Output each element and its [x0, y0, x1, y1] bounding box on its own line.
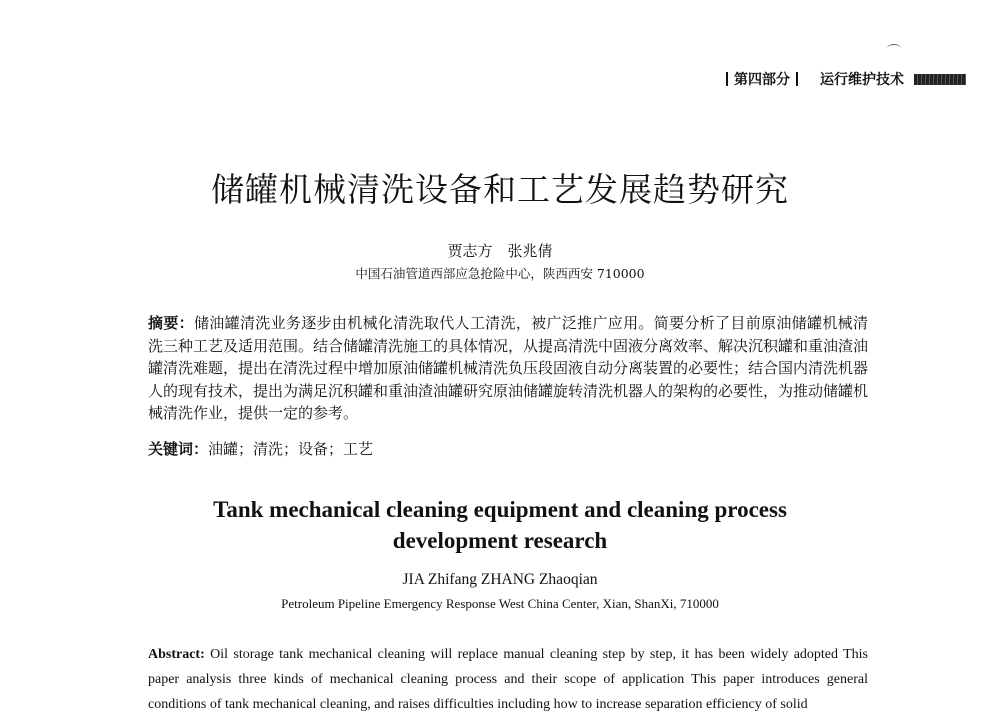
title-en [0, 494, 1000, 556]
header-decoration-bar [914, 74, 966, 85]
header-section: 运行维护技术 [820, 72, 904, 88]
abstract-en-label: Abstract: [148, 647, 205, 662]
abstract-cn [148, 312, 868, 425]
header-part: 第四部分 [734, 72, 790, 88]
header-divider-right [796, 72, 798, 86]
abstract-en-text: Oil storage tank mechanical cleaning will replace manual cleaning step by step, it has been widely adopted This paper analysis three kinds of mechanical cleaning process and their scope of application This paper introduces general conditions of tank mechanical cleaning, and raises difficulties including how to increase separation efficiency of solid [148, 647, 868, 712]
title-en-line2: development research [392, 528, 608, 553]
abstract-en [148, 642, 868, 717]
title-en-line1: Tank mechanical cleaning equipment and cleaning process [213, 497, 787, 522]
keywords-cn-label: 关键词： [148, 440, 209, 458]
scan-corner-mark [887, 44, 901, 53]
header-divider-left [726, 72, 728, 86]
title-cn: 储罐机械清洗设备和工艺发展趋势研究 [211, 170, 789, 209]
keywords-cn [148, 438, 868, 460]
abstract-cn-label: 摘要： [148, 314, 194, 332]
running-header [726, 66, 966, 92]
authors-cn: 贾志方 张兆倩 [447, 242, 553, 260]
keywords-cn-text: 油罐；清洗；设备；工艺 [208, 440, 374, 458]
abstract-cn-text: 储油罐清洗业务逐步由机械化清洗取代人工清洗，被广泛推广应用。简要分析了目前原油储罐机械清洗三种工艺及适用范围。结合储罐清洗施工的具体情况，从提高清洗中固液分离效率、解决沉积罐和重油渣油罐清洗难题，提出在清洗过程中增加原油储罐机械清洗负压段固液自动分离装置的必要性；结合国内清洗机器人的现有技术，提出为满足沉积罐和重油渣油罐研究原油储罐旋转清洗机器人的架构的必要性，为推动储罐机械清洗作业，提供一定的参考。 [148, 314, 869, 422]
authors-en: JIA Zhifang ZHANG Zhaoqian [402, 571, 598, 588]
affiliation-en: Petroleum Pipeline Emergency Response West China Center, Xian, ShanXi, 710000 [281, 596, 719, 611]
affiliation-cn: 中国石油管道西部应急抢险中心，陕西西安 710000 [355, 266, 645, 281]
